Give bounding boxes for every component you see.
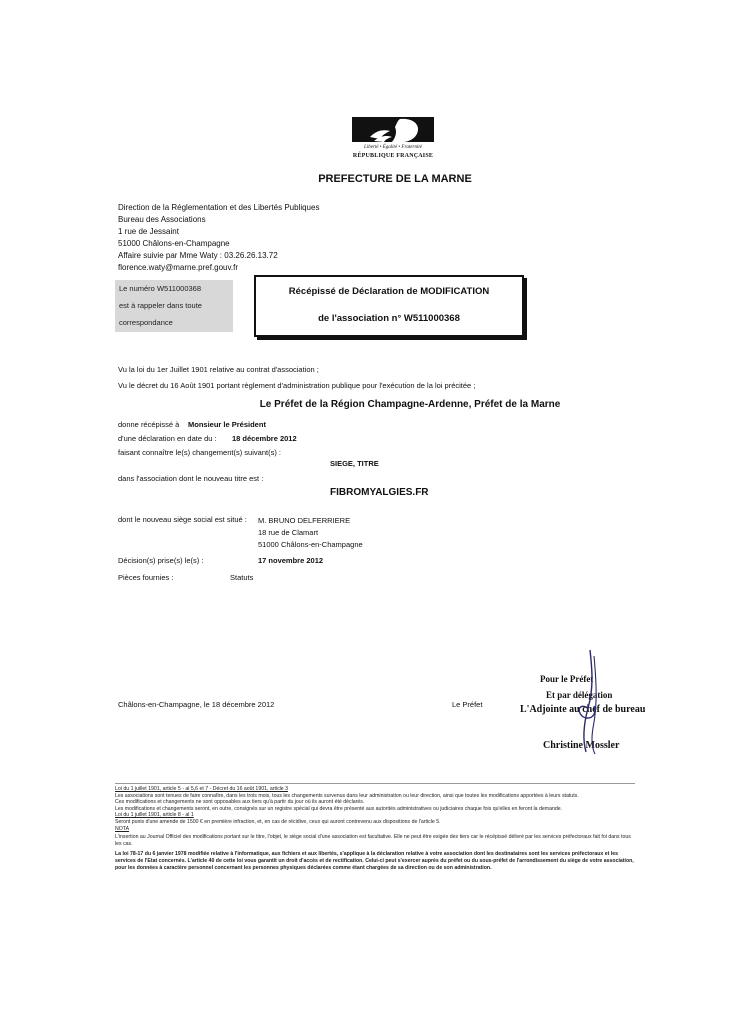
receipt-title-line1: Récépissé de Déclaration de MODIFICATION: [288, 286, 490, 297]
footer-ref1: Loi du 1 juillet 1901, article 5 - al 5,6 et 7 - Décret du 16 août 1901, article 3: [115, 786, 289, 792]
republic-label: RÉPUBLIQUE FRANÇAISE: [352, 153, 434, 159]
signatory-name: Christine Mossler: [543, 740, 620, 751]
siege-label: dont le nouveau siège social est situé :: [118, 515, 247, 524]
date-label: d'une déclaration en date du :: [118, 434, 217, 443]
receipt-title-line2: de l'association n° W511000368: [318, 313, 460, 324]
place-date: Châlons-en-Champagne, le 18 décembre 2012: [118, 700, 275, 709]
reference-box: [115, 280, 233, 332]
footer-paragraph: Seront punis d'une amende de 1500 € en première infraction, et, en cas de récidive, ceux qui auront contrevenu aux dispositions de l'article 5.: [115, 818, 441, 825]
footer-paragraph: L'insertion au Journal Officiel des modifications portant sur le titre, l'objet, le siège social d'une association est facultative. Elle ne peut être exigée des tiers car le récépissé délivré par les services préfectoraux fait foi dans tous les cas.: [115, 834, 631, 847]
prefet-title: Le Préfet de la Région Champagne-Ardenne, Préfet de la Marne: [259, 399, 561, 410]
legal-basis-line: Vu la loi du 1er Juillet 1901 relative au contrat d'association ;: [118, 365, 319, 374]
footer-paragraph: Ces modifications et changements ne sont opposables aux tiers qu'à partir du jour où ils auront été déclarés.: [115, 799, 365, 806]
sender-block: [118, 202, 319, 274]
sender-line: Direction de la Réglementation et des Libertés Publiques: [118, 203, 320, 212]
date-value: 18 décembre 2012: [232, 434, 297, 443]
reference-line: correspondance: [119, 318, 173, 327]
legal-footer: [115, 786, 635, 871]
footer-nota: NOTA: [115, 825, 130, 832]
changes-value: SIEGE, TITRE: [330, 459, 379, 468]
recepisse-value: Monsieur le Président: [188, 420, 266, 429]
sender-line: 1 rue de Jessaint: [118, 227, 179, 236]
receipt-title-box: [254, 275, 524, 337]
footer-paragraph: Les associations sont tenues de faire connaître, dans les trois mois, tous les changements survenus dans leur administration ou leur direction, ainsi que toutes les modifications apportées à leurs statuts.: [115, 792, 579, 799]
footer-paragraph: Les modifications et changements seront, en outre, consignés sur un registre spécial qui devra être présenté aux autorités administratives ou judiciaires chaque fois qu'elles en feront la demande.: [115, 805, 563, 812]
footer-ref2: Loi du 1 juillet 1901, article 8 - al 1: [115, 812, 194, 819]
handwritten-signature: [560, 648, 620, 758]
pieces-label: Pièces fournies :: [118, 573, 174, 582]
pieces-value: Statuts: [230, 573, 254, 582]
siege-line: 18 rue de Clamart: [258, 528, 319, 537]
signature-line3: L'Adjointe au chef de bureau: [520, 704, 646, 715]
footer-paragraph: La loi 78-17 du 6 janvier 1978 modifiée relative à l'informatique, aux fichiers et aux libertés, s'applique à la déclaration relative à votre association dont les destinataires sont les services préfectoraux et les services de l'Etat concernés. L'article 40 de cette loi vous garantit un droit d'accès et de rectification. Celui-ci peut s'exercer auprès du préfet ou du sous-préfet de l'arrondissement du siège de votre association, pour les données à caractère personnel concernant les personnes physiques déclarées comme étant chargées de sa direction ou de son administration.: [115, 851, 634, 871]
signature-line2: Et par délégation: [546, 690, 613, 700]
le-prefet: Le Préfet: [452, 700, 483, 709]
republic-motto: Liberté • Égalité • Fraternité: [364, 145, 422, 150]
changes-label: faisant connaître le(s) changement(s) suivant(s) :: [118, 448, 281, 457]
title-label: dans l'association dont le nouveau titre est :: [118, 474, 264, 483]
footer-divider: [115, 783, 635, 784]
legal-basis-line: Vu le décret du 16 Août 1901 portant règlement d'administration publique pour l'exécution de la loi précitée ;: [118, 381, 476, 390]
recepisse-label: donne récépissé à: [118, 420, 180, 429]
siege-line: M. BRUNO DELFERRIERE: [258, 516, 351, 525]
siege-address: [258, 515, 363, 551]
signature-line1: Pour le Préfet: [540, 674, 594, 684]
sender-line: Bureau des Associations: [118, 215, 206, 224]
legal-basis: [118, 362, 475, 394]
sender-line: 51000 Châlons-en-Champagne: [118, 239, 230, 248]
reference-line: est à rappeler dans toute: [119, 301, 202, 310]
reference-line: Le numéro W511000368: [119, 284, 202, 293]
prefecture-title: PREFECTURE DE LA MARNE: [318, 173, 472, 185]
decision-value: 17 novembre 2012: [258, 556, 324, 565]
decision-label: Décision(s) prise(s) le(s) :: [118, 556, 204, 565]
siege-line: 51000 Châlons-en-Champagne: [258, 540, 363, 549]
new-title-value: FIBROMYALGIES.FR: [330, 487, 429, 498]
sender-line: florence.waty@marne.pref.gouv.fr: [118, 263, 239, 272]
sender-line: Affaire suivie par Mme Waty : 03.26.26.13.72: [118, 251, 278, 260]
